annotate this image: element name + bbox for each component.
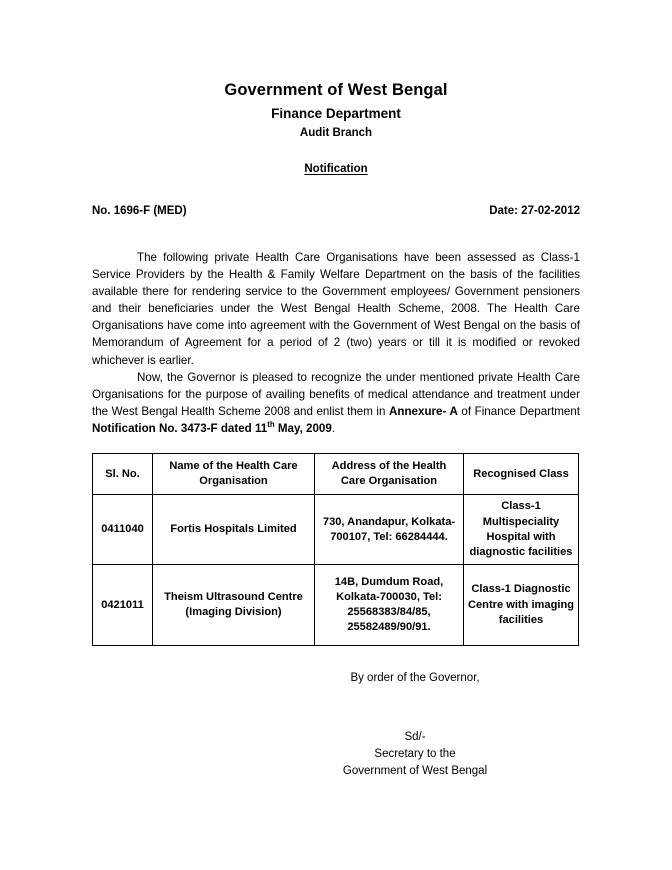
table-row bbox=[93, 565, 579, 646]
notification-date: Date: 27-02-2012 bbox=[489, 205, 580, 217]
cell-organisation-name: Theism Ultrasound Centre (Imaging Division) bbox=[153, 565, 315, 646]
prior-notification-text: Notification No. 3473-F dated 11 bbox=[92, 421, 268, 435]
ordinal-suffix: th bbox=[267, 420, 275, 430]
body-text bbox=[92, 249, 580, 437]
cell-recognised-class: Class-1 Multispeciality Hospital with diagnostic facilities bbox=[464, 495, 579, 565]
reference-row bbox=[92, 205, 580, 217]
notification-number: No. 1696-F (MED) bbox=[92, 205, 187, 217]
paragraph-two-text-mid: of Finance Department bbox=[457, 404, 581, 418]
signatory-details bbox=[250, 729, 580, 780]
cell-organisation-name: Fortis Hospitals Limited bbox=[153, 495, 315, 565]
document-header bbox=[92, 80, 580, 178]
department-title: Finance Department bbox=[271, 106, 401, 121]
column-header-address: Address of the Health Care Organisation bbox=[315, 454, 464, 495]
signature-mark: Sd/- bbox=[404, 731, 426, 744]
column-header-recognised-class: Recognised Class bbox=[464, 454, 579, 495]
cell-sl-no: 0411040 bbox=[93, 495, 153, 565]
annexure-reference: Annexure- A bbox=[389, 404, 458, 418]
prior-notification-reference bbox=[92, 422, 332, 435]
by-order-line: By order of the Governor, bbox=[350, 672, 480, 685]
paragraph-two-text-lead: Now, the Governor is pleased to recognize the under mentioned private Health Care Organisations for the purpose of availing benefits of medical attendance and treatment under the West Bengal Health Scheme 2008 and enlist them in bbox=[92, 370, 580, 418]
table-header-row bbox=[93, 454, 579, 495]
paragraph-one bbox=[92, 249, 580, 369]
cell-sl-no: 0421011 bbox=[93, 565, 153, 646]
prior-notification-date: May, 2009 bbox=[274, 421, 332, 435]
cell-address: 730, Anandapur, Kolkata- 700107, Tel: 66284444. bbox=[315, 495, 464, 565]
cell-recognised-class: Class-1 Diagnostic Centre with imaging facilities bbox=[464, 565, 579, 646]
notification-heading: Notification bbox=[304, 163, 368, 175]
document-content bbox=[92, 0, 580, 780]
health-care-organisations-table-wrap bbox=[92, 453, 580, 646]
page-title: Government of West Bengal bbox=[224, 81, 448, 99]
column-header-name: Name of the Health Care Organisation bbox=[153, 454, 315, 495]
branch-title: Audit Branch bbox=[299, 127, 373, 139]
signature-block bbox=[92, 670, 580, 780]
signatory-authority: Government of West Bengal bbox=[342, 765, 488, 778]
health-care-organisations-table bbox=[92, 453, 579, 646]
paragraph-two bbox=[92, 369, 580, 437]
signatory-designation: Secretary to the bbox=[374, 748, 456, 761]
table-row bbox=[93, 495, 579, 565]
paragraph-two-text-end: . bbox=[331, 421, 336, 435]
column-header-sl-no: Sl. No. bbox=[93, 454, 153, 495]
cell-address: 14B, Dumdum Road, Kolkata-700030, Tel: 25568383/84/85, 25582489/90/91. bbox=[315, 565, 464, 646]
paragraph-one-text: The following private Health Care Organisations have been assessed as Class-1 Service Providers by the Health & Family Welfare Department on the basis of the facilities available there for rendering service to the Government employees/ Government pensioners and their beneficiaries under the West Bengal Health Scheme, 2008. The Health Care Organisations have come into agreement with the Government of West Bengal on the basis of Memorandum of Agreement for a period of 2 (two) years or till it is modified or revoked whichever is earlier. bbox=[92, 251, 580, 367]
